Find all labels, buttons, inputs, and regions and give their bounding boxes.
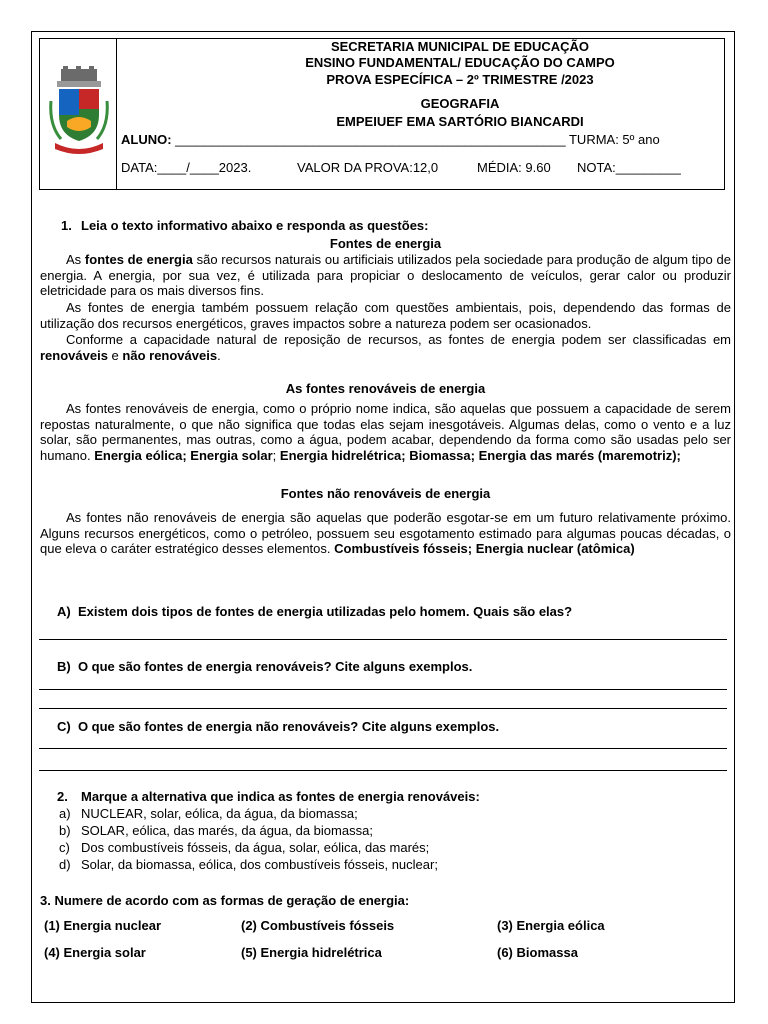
option-text: Dos combustíveis fósseis, da água, solar, eólica, das marés; [81,840,430,855]
q2-option-d[interactable] [59,857,438,872]
option-text: Solar, da biomassa, eólica, dos combustíveis fósseis, nuclear; [81,857,438,872]
q2-option-a[interactable] [59,806,358,821]
text-title-nao-renovaveis: Fontes não renováveis de energia [280,486,491,501]
q2-option-b[interactable] [59,823,373,838]
q3-item-1: (1) Energia nuclear [44,918,162,933]
paragraph-2: As fontes de energia também possuem relação com questões ambientais, pois, dependendo das formas de utilização dos recursos energéticos, graves impactos sobre a natureza podem ser ocasionados. [40,300,731,331]
p5-text: As fontes não renováveis de energia são aquelas que poderão esgotar-se em um futuro relativamente próximo. Alguns recursos energéticos, como o petróleo, possuem seu esgotamento estimado para algumas poucas décadas, o que eleva o caráter estratégico desses elementos. [40,510,731,556]
p4-bold-a: Energia eólica; Energia solar [94,447,273,463]
text-title-renovaveis: As fontes renováveis de energia [285,381,486,396]
question-c: C) O que são fontes de energia não renováveis? Cite alguns exemplos. [57,719,500,734]
data-label: DATA:____/____2023. [121,160,252,175]
p4-bold-b: Energia hidrelétrica; Biomassa; Energia das marés (maremotriz); [279,447,681,463]
p3-text-e: e [107,347,123,363]
turma-label: TURMA: 5º ano [568,132,660,147]
aluno-label: ALUNO: [121,132,172,147]
q3-item-6: (6) Biomassa [497,945,578,960]
q3-item-4: (4) Energia solar [44,945,146,960]
q3-item-3: (3) Energia eólica [497,918,605,933]
p4-separator: ; [272,447,280,463]
option-letter: c) [59,840,70,855]
option-text: SOLAR, eólica, das marés, da água, da biomassa; [81,823,373,838]
option-letter: b) [59,823,71,838]
option-letter: a) [59,806,71,821]
q3-prompt: 3. Numere de acordo com as formas de geração de energia: [40,893,410,908]
aluno-row [121,132,660,147]
header-box [39,38,725,190]
logo-cell [40,39,117,189]
q1-number: 1. [61,218,72,233]
media-label: MÉDIA: 9.60 [477,160,551,175]
p3-text-end: . [217,347,221,363]
answer-line-c1[interactable] [39,748,727,749]
option-letter: d) [59,857,71,872]
valor-label: VALOR DA PROVA:12,0 [297,160,439,175]
q2-option-c[interactable] [59,840,430,855]
text-title-fontes: Fontes de energia [329,236,442,251]
answer-line-b1[interactable] [39,689,727,690]
q3-item-5: (5) Energia hidrelétrica [241,945,382,960]
paragraph-5 [40,510,731,557]
aluno-blank[interactable]: ______________________________________________________ [175,132,566,147]
nota-label: NOTA:_________ [577,160,681,175]
header-school: EMPEIUEF EMA SARTÓRIO BIANCARDI [336,114,584,129]
paragraph-4 [40,401,731,463]
question-b: B) O que são fontes de energia renováveis? Cite alguns exemplos. [57,659,473,674]
p4-text: As fontes renováveis de energia, como o próprio nome indica, são aquelas que possuem a capacidade de serem repostas naturalmente, o que não significa que todas elas sejam inesgotáveis. Algumas delas, como o vento e a luz solar, são permanentes, mas outras, como a água, podem acabar, dependendo da forma como são usadas pelo ser humano. [40,401,731,463]
answer-line-a1[interactable] [39,639,727,640]
p1-text-a: As [66,252,85,267]
p1-bold: fontes de energia [84,252,193,267]
q2-number: 2. [57,789,68,804]
answer-line-b2[interactable] [39,708,727,709]
municipal-coat-of-arms-icon [47,65,113,159]
header-secretaria: SECRETARIA MUNICIPAL DE EDUCAÇÃO [330,39,590,54]
q3-item-2: (2) Combustíveis fósseis [241,918,395,933]
p3-bold-nao-renovaveis: não renováveis [122,347,218,363]
answer-line-c2[interactable] [39,770,727,771]
question-a: A) Existem dois tipos de fontes de energia utilizadas pelo homem. Quais são elas? [57,604,573,619]
header-ensino: ENSINO FUNDAMENTAL/ EDUCAÇÃO DO CAMPO [305,55,615,70]
header-prova: PROVA ESPECÍFICA – 2º TRIMESTRE /2023 [326,72,594,87]
option-text: NUCLEAR, solar, eólica, da água, da biomassa; [81,806,358,821]
paragraph-1 [40,252,731,299]
p5-bold: Combustíveis fósseis; Energia nuclear (atômica) [334,541,635,556]
q1-prompt: Leia o texto informativo abaixo e responda as questões: [81,218,429,233]
header-subject: GEOGRAFIA [420,96,500,111]
p3-bold-renovaveis: renováveis [40,347,108,363]
paragraph-3 [40,332,731,363]
p1-text-b: são recursos naturais ou artificiais utilizados pela sociedade para produção de algum tipo de energia. A energia, por sua vez, é utilizada para propiciar o deslocamento de veículos, gerar calor ou produzir eletricidade para os mais diversos fins. [40,252,731,298]
q2-prompt: Marque a alternativa que indica as fontes de energia renováveis: [81,789,480,804]
p3-text-a: Conforme a capacidade natural de reposição de recursos, as fontes de energia podem ser classificadas em [66,332,731,347]
